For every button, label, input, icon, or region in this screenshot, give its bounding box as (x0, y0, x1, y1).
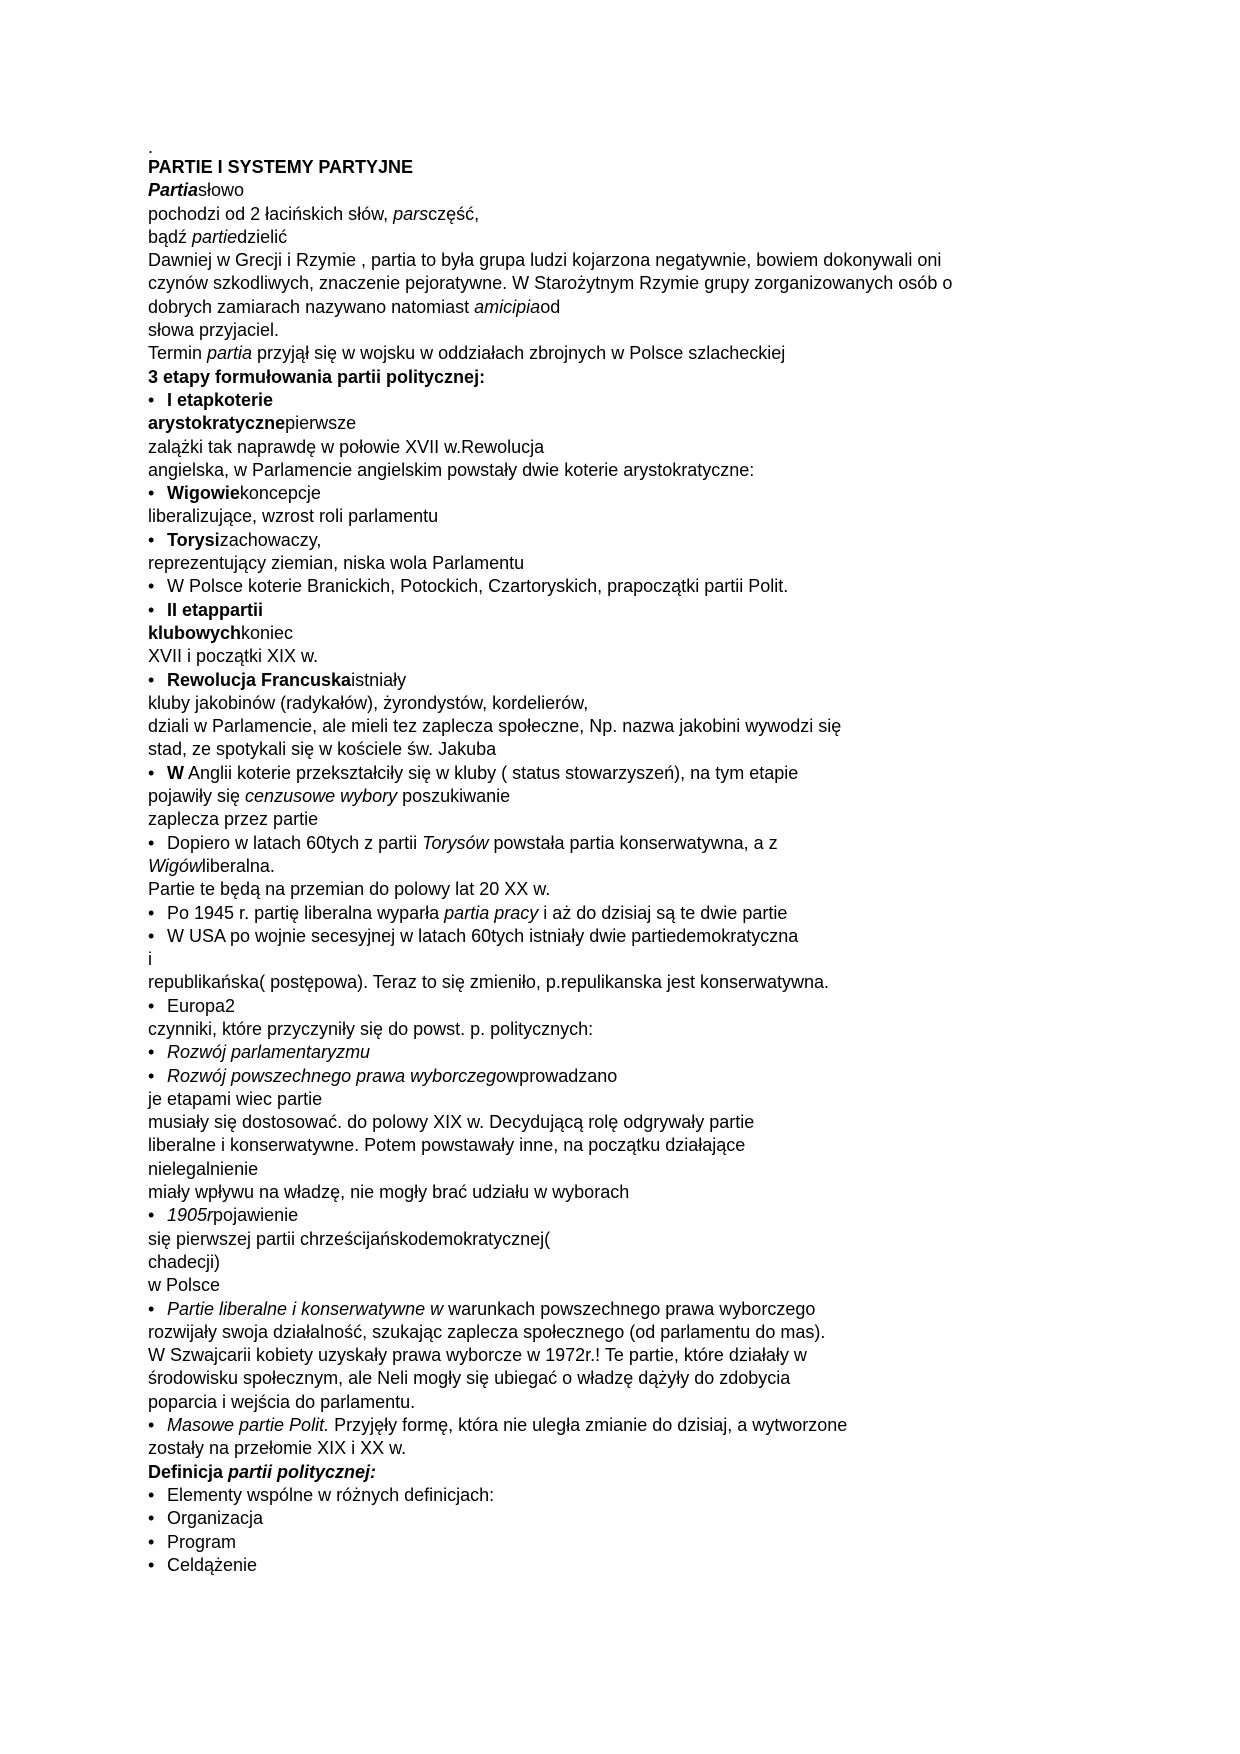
text-run: W Polsce koterie Branickich, Potockich, Czartoryskich, prapoczątki partii Polit. (167, 576, 789, 597)
text-line (148, 505, 1180, 528)
text-line (148, 855, 1180, 878)
bullet-icon: • (148, 1415, 155, 1436)
bold-text: PARTIE I SYSTEMY PARTYJNE (148, 157, 414, 177)
text-line (148, 412, 1180, 435)
text-run: koniec (241, 622, 294, 643)
text-run: Dawniej w Grecji i Rzymie , partia to była grupa ludzi kojarzona negatywnie, bowiem dokonywali oni (148, 250, 942, 271)
text-run: dzielić (237, 226, 288, 247)
text-line (148, 785, 1180, 808)
text-run: W Szwajcarii kobiety uzyskały prawa wyborcze w 1972r.! Te partie, które działały w (148, 1345, 807, 1366)
bullet-icon: • (148, 902, 155, 923)
bullet-icon: • (148, 995, 155, 1016)
text-line (148, 1111, 1180, 1134)
text-line (148, 645, 1180, 668)
text-run: i (148, 949, 152, 970)
text-line (148, 832, 1180, 855)
text-line (148, 1041, 1180, 1064)
text-line (148, 342, 1180, 365)
bold-text: I etap (167, 389, 215, 410)
italic-text: partie (192, 226, 238, 247)
bullet-icon: • (148, 762, 155, 783)
text-line (148, 902, 1180, 925)
text-run: koncepcje (239, 483, 321, 504)
text-line (148, 1065, 1180, 1088)
text-line (148, 1228, 1180, 1251)
text-line (148, 692, 1180, 715)
text-run: zostały na przełomie XIX i XX w. (148, 1438, 407, 1459)
text-run: nielegalnienie (148, 1158, 259, 1179)
text-run: Program (167, 1531, 237, 1552)
bold-text: koterie (214, 389, 274, 410)
text-line (148, 1484, 1180, 1507)
text-line (148, 1298, 1180, 1321)
text-line (148, 1414, 1180, 1437)
bold-text: W (167, 762, 184, 783)
text-run: W USA po wojnie secesyjnej w latach 60tych istniały dwie partie (167, 925, 677, 946)
italic-text: cenzusowe wybory (245, 786, 398, 807)
bold-text: partii politycznej: (228, 1461, 377, 1482)
text-line (148, 1461, 1180, 1484)
text-run: Elementy wspólne w różnych definicjach: (167, 1484, 495, 1505)
text-line (148, 1274, 1180, 1297)
text-run: dobrych zamiarach nazywano natomiast (148, 296, 475, 317)
bold-text: Rewolucja Francuska (167, 669, 352, 690)
text-run: Po 1945 r. partię liberalna wyparła (167, 902, 445, 923)
italic-text: pars (393, 203, 429, 224)
text-run: rozwijały swoja działalność, szukając zaplecza społecznego (od parlamentu do mas). (148, 1321, 826, 1342)
text-run: liberalne i konserwatywne. Potem powstawały inne, na początku działające (148, 1135, 746, 1156)
text-line (148, 366, 1180, 389)
text-line (148, 1088, 1180, 1111)
bullet-icon: • (148, 389, 155, 410)
bullet-icon: • (148, 483, 155, 504)
text-line (148, 529, 1180, 552)
bullet-icon: • (148, 1042, 155, 1063)
text-run: pierwsze (285, 413, 357, 434)
italic-text: Masowe partie Polit. (167, 1415, 330, 1436)
text-run: zachowaczy, (219, 529, 322, 550)
text-run: Anglii koterie przekształciły się w kluby ( status stowarzyszeń), na tym etapie (184, 762, 799, 783)
bullet-icon: • (148, 529, 155, 550)
text-run: istniały (351, 669, 407, 690)
text-run: je etapami wiec partie (148, 1088, 323, 1109)
text-run: dążenie (194, 1554, 258, 1575)
text-run: dziali w Parlamencie, ale mieli tez zaplecza społeczne, Np. nazwa jakobini wywodzi się (148, 716, 842, 737)
text-run: pojawiły się (148, 786, 246, 807)
bullet-icon: • (148, 576, 155, 597)
text-line (148, 319, 1180, 342)
document-title (148, 156, 1180, 179)
text-run: Dopiero w latach 60tych z partii (167, 832, 423, 853)
bullet-icon: • (148, 925, 155, 946)
text-run: przyjął się w wojsku w oddziałach zbrojnych w Polsce szlacheckiej (252, 343, 786, 364)
bold-text: arystokratyczne (148, 413, 286, 434)
text-run: Organizacja (167, 1508, 264, 1529)
italic-text: amicipia (474, 296, 541, 317)
text-run: warunkach powszechnego prawa wyborczego (443, 1298, 816, 1319)
text-run: poparcia i wejścia do parlamentu. (148, 1391, 416, 1412)
text-line (148, 1507, 1180, 1530)
stray-dot: . (148, 137, 154, 157)
italic-text: Torysów (422, 832, 489, 853)
text-run: stad, ze spotykali się w kościele św. Jakuba (148, 739, 497, 760)
text-line (148, 296, 1180, 319)
text-line (148, 272, 1180, 295)
text-run: czynów szkodliwych, znaczenie pejoratywne. W Starożytnym Rzymie grupy zorganizowanych osób o (148, 273, 953, 294)
text-line (148, 599, 1180, 622)
bold-text: partii (219, 599, 264, 620)
text-run: wprowadzano (506, 1065, 618, 1086)
text-line (148, 389, 1180, 412)
text-line (148, 203, 1180, 226)
text-line (148, 925, 1180, 948)
text-run: pochodzi od 2 łacińskich słów, (148, 203, 394, 224)
bullet-icon: • (148, 1508, 155, 1529)
text-line (148, 226, 1180, 249)
bullet-icon: • (148, 1531, 155, 1552)
text-run: Termin (148, 343, 208, 364)
text-line (148, 552, 1180, 575)
text-run: słowa przyjaciel. (148, 320, 280, 341)
bold-text: 3 etapy formułowania partii politycznej: (148, 366, 486, 387)
text-line (148, 1531, 1180, 1554)
bullet-icon: • (148, 1065, 155, 1086)
text-run: Europa2 (167, 995, 236, 1016)
text-run: w Polsce (148, 1275, 221, 1296)
text-line (148, 482, 1180, 505)
text-run: miały wpływu na władzę, nie mogły brać udziału w wyborach (148, 1182, 630, 1203)
text-line (148, 1134, 1180, 1157)
text-line (148, 1018, 1180, 1041)
text-run: powstała partia konserwatywna, a z (488, 832, 778, 853)
bold-text: Partia (148, 180, 199, 201)
bullet-icon: • (148, 1554, 155, 1575)
text-line (148, 1158, 1180, 1181)
text-line (148, 808, 1180, 831)
bold-text: klubowych (148, 622, 242, 643)
italic-text: 1905r (167, 1205, 214, 1226)
bullet-icon: • (148, 599, 155, 620)
text-run: musiały się dostosować. do polowy XIX w. Decydującą rolę odgrywały partie (148, 1112, 755, 1133)
text-line (148, 762, 1180, 785)
text-run: i aż do dzisiaj są te dwie partie (538, 902, 788, 923)
text-run: zalążki tak naprawdę w połowie XVII w.Rewolucja (148, 436, 545, 457)
italic-text: Wigów (148, 855, 202, 876)
text-line (148, 1391, 1180, 1414)
text-run: kluby jakobinów (radykałów), żyrondystów, kordelierów, (148, 692, 589, 713)
bullet-icon: • (148, 1205, 155, 1226)
text-line (148, 1251, 1180, 1274)
text-line (148, 669, 1180, 692)
text-line (148, 1181, 1180, 1204)
bullet-icon: • (148, 832, 155, 853)
text-run: pojawienie (213, 1205, 299, 1226)
text-line (148, 459, 1180, 482)
italic-text: partia (207, 343, 253, 364)
text-run: Przyjęły formę, która nie uległa zmianie do dzisiaj, a wytworzone (329, 1415, 848, 1436)
bullet-icon: • (148, 1298, 155, 1319)
bullet-icon: • (148, 1484, 155, 1505)
text-line (148, 179, 1180, 202)
text-run: słowo (198, 180, 245, 201)
text-line (148, 1321, 1180, 1344)
text-run: XVII i początki XIX w. (148, 646, 319, 667)
text-line (148, 971, 1180, 994)
text-run: zaplecza przez partie (148, 809, 319, 830)
bold-text: Torysi (167, 529, 220, 550)
text-line (148, 995, 1180, 1018)
text-run: liberalna. (201, 855, 275, 876)
text-line (148, 1367, 1180, 1390)
text-run: demokratyczna (676, 925, 799, 946)
text-line (148, 878, 1180, 901)
bold-text: Wigowie (167, 483, 240, 504)
bold-text: Definicja (148, 1461, 229, 1482)
document-body (148, 156, 1180, 1577)
text-line (148, 1204, 1180, 1227)
italic-text: Rozwój powszechnego prawa wyborczego (167, 1065, 507, 1086)
italic-text: partia pracy (444, 902, 539, 923)
text-run: od (540, 296, 561, 317)
italic-text: Partie liberalne i konserwatywne w (167, 1298, 444, 1319)
text-line (148, 249, 1180, 272)
text-run: chadecji) (148, 1251, 221, 1272)
text-run: czynniki, które przyczyniły się do powst. p. politycznych: (148, 1018, 594, 1039)
text-line (148, 738, 1180, 761)
text-run: się pierwszej partii chrześcijańskodemokratycznej( (148, 1228, 551, 1249)
text-line (148, 948, 1180, 971)
text-run: reprezentujący ziemian, niska wola Parlamentu (148, 553, 525, 574)
text-line (148, 436, 1180, 459)
text-run: angielska, w Parlamencie angielskim powstały dwie koterie arystokratyczne: (148, 459, 755, 480)
italic-text: Rozwój parlamentaryzmu (167, 1042, 371, 1063)
text-run: poszukiwanie (397, 786, 511, 807)
text-line (148, 715, 1180, 738)
text-line (148, 1554, 1180, 1577)
text-line (148, 1344, 1180, 1367)
text-run: bądź (148, 226, 193, 247)
text-run: część, (428, 203, 480, 224)
text-run: środowisku społecznym, ale Neli mogły się ubiegać o władzę dążyły do zdobycia (148, 1368, 791, 1389)
text-line (148, 1437, 1180, 1460)
text-line (148, 575, 1180, 598)
bold-text: II etap (167, 599, 220, 620)
text-run: republikańska( postępowa). Teraz to się zmieniło, p.repulikanska jest konserwatywna. (148, 972, 830, 993)
text-run: Cel (167, 1554, 195, 1575)
text-run: Partie te będą na przemian do polowy lat 20 XX w. (148, 879, 551, 900)
text-run: liberalizujące, wzrost roli parlamentu (148, 506, 439, 527)
text-line (148, 622, 1180, 645)
bullet-icon: • (148, 669, 155, 690)
